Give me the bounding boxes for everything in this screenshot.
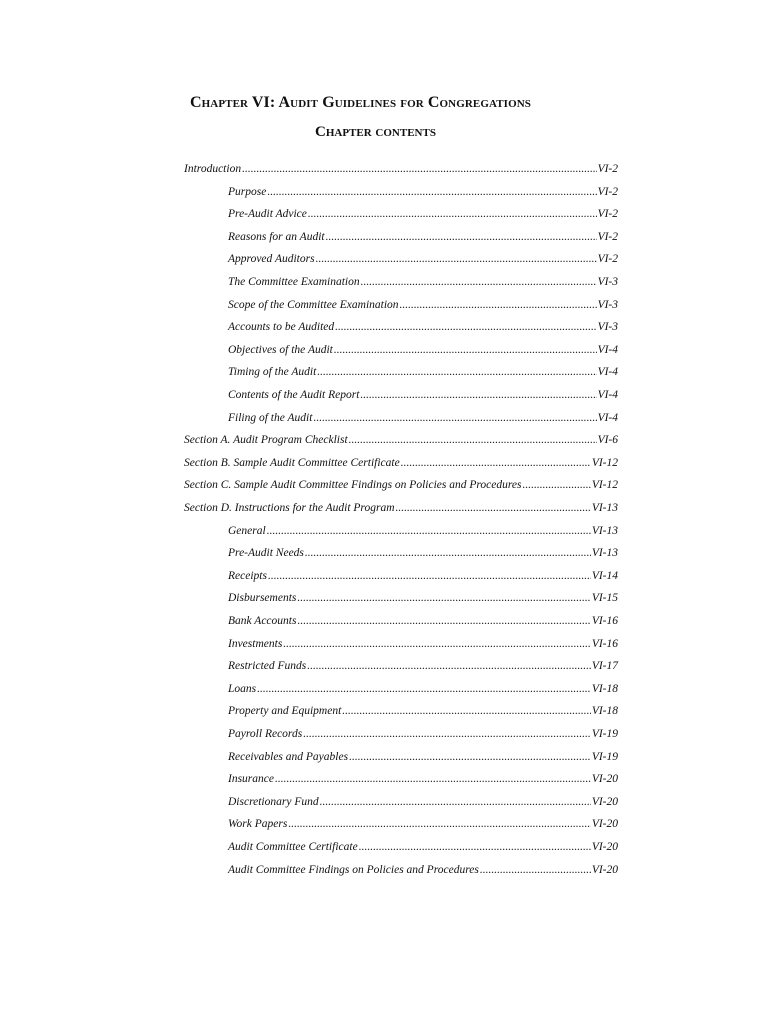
toc-dot-leader — [308, 207, 597, 221]
toc-entry-page: VI-2 — [597, 253, 618, 265]
toc-dot-leader — [297, 591, 590, 605]
toc-dot-leader — [305, 546, 591, 560]
toc-entry-page: VI-20 — [591, 818, 618, 830]
toc-entry-page: VI-4 — [597, 366, 618, 378]
toc-dot-leader — [361, 275, 597, 289]
toc-entry-label: Section D. Instructions for the Audit Program — [184, 502, 395, 514]
toc-entry[interactable] — [228, 840, 618, 854]
toc-entry-label: Receivables and Payables — [228, 751, 349, 763]
toc-entry[interactable] — [228, 524, 618, 538]
toc-entry-label: Audit Committee Findings on Policies and Procedures — [228, 864, 479, 876]
toc-entry-page: VI-18 — [591, 683, 618, 695]
toc-entry[interactable] — [228, 704, 618, 718]
chapter-title: Chapter VI: Audit Guidelines for Congregations — [190, 94, 531, 111]
toc-entry[interactable] — [184, 478, 618, 492]
toc-entry-label: Filing of the Audit — [228, 412, 313, 424]
toc-entry-label: Contents of the Audit Report — [228, 389, 360, 401]
toc-entry-page: VI-12 — [591, 457, 618, 469]
toc-entry[interactable] — [228, 320, 618, 334]
toc-entry-label: Property and Equipment — [228, 705, 342, 717]
toc-dot-leader — [242, 162, 596, 176]
toc-entry-label: Accounts to be Audited — [228, 321, 335, 333]
toc-dot-leader — [316, 252, 597, 266]
toc-entry[interactable] — [228, 569, 618, 583]
toc-entry-page: VI-2 — [597, 231, 618, 243]
toc-entry[interactable] — [228, 343, 618, 357]
toc-entry-page: VI-14 — [591, 570, 618, 582]
toc-entry-label: Insurance — [228, 773, 274, 785]
toc-entry-label: Introduction — [184, 163, 242, 175]
toc-entry[interactable] — [228, 365, 618, 379]
chapter-contents-heading: Chapter contents — [315, 124, 436, 140]
toc-entry-page: VI-4 — [597, 344, 618, 356]
toc-entry-label: Pre-Audit Needs — [228, 547, 304, 559]
toc-entry-page: VI-16 — [591, 615, 618, 627]
toc-entry-label: Section B. Sample Audit Committee Certificate — [184, 457, 400, 469]
toc-entry-page: VI-2 — [597, 163, 618, 175]
toc-entry[interactable] — [228, 546, 618, 560]
toc-entry[interactable] — [228, 750, 618, 764]
toc-entry-label: Pre-Audit Advice — [228, 208, 307, 220]
toc-dot-leader — [396, 501, 591, 515]
toc-dot-leader — [326, 230, 597, 244]
toc-entry-label: Reasons for an Audit — [228, 231, 325, 243]
toc-entry[interactable] — [228, 185, 618, 199]
toc-entry-page: VI-20 — [591, 773, 618, 785]
toc-dot-leader — [317, 365, 596, 379]
toc-entry-page: VI-12 — [591, 479, 618, 491]
toc-entry-page: VI-17 — [591, 660, 618, 672]
toc-entry[interactable] — [228, 637, 618, 651]
toc-dot-leader — [342, 704, 591, 718]
toc-entry[interactable] — [228, 772, 618, 786]
toc-entry[interactable] — [228, 230, 618, 244]
toc-dot-leader — [349, 433, 597, 447]
toc-entry-page: VI-4 — [597, 389, 618, 401]
toc-dot-leader — [307, 659, 591, 673]
toc-entry-page: VI-19 — [591, 728, 618, 740]
toc-dot-leader — [334, 343, 597, 357]
toc-entry[interactable] — [228, 388, 618, 402]
toc-entry-label: Restricted Funds — [228, 660, 307, 672]
toc-entry-label: Disbursements — [228, 592, 297, 604]
toc-entry[interactable] — [184, 433, 618, 447]
toc-entry-label: Discretionary Fund — [228, 796, 319, 808]
toc-entry[interactable] — [184, 162, 618, 176]
toc-entry-page: VI-15 — [591, 592, 618, 604]
toc-entry[interactable] — [228, 411, 618, 425]
toc-dot-leader — [360, 388, 596, 402]
toc-entry-page: VI-20 — [591, 796, 618, 808]
toc-dot-leader — [275, 772, 591, 786]
toc-dot-leader — [349, 750, 591, 764]
toc-entry-page: VI-19 — [591, 751, 618, 763]
toc-entry-page: VI-3 — [597, 299, 618, 311]
toc-entry-page: VI-2 — [597, 186, 618, 198]
toc-dot-leader — [268, 569, 591, 583]
toc-dot-leader — [480, 863, 591, 877]
toc-entry-page: VI-18 — [591, 705, 618, 717]
toc-entry-page: VI-13 — [591, 525, 618, 537]
toc-entry[interactable] — [228, 795, 618, 809]
toc-entry-page: VI-16 — [591, 638, 618, 650]
toc-entry-label: Approved Auditors — [228, 253, 315, 265]
toc-dot-leader — [359, 840, 591, 854]
toc-entry-label: Timing of the Audit — [228, 366, 317, 378]
toc-entry[interactable] — [184, 456, 618, 470]
toc-entry-page: VI-4 — [597, 412, 618, 424]
toc-entry-label: Section C. Sample Audit Committee Findings on Policies and Procedures — [184, 479, 522, 491]
toc-entry[interactable] — [228, 863, 618, 877]
toc-entry-label: General — [228, 525, 266, 537]
toc-entry-label: Work Papers — [228, 818, 288, 830]
toc-dot-leader — [313, 411, 596, 425]
toc-dot-leader — [303, 727, 591, 741]
toc-entry[interactable] — [228, 817, 618, 831]
toc-entry[interactable] — [228, 252, 618, 266]
toc-entry-page: VI-2 — [597, 208, 618, 220]
toc-entry-page: VI-3 — [597, 276, 618, 288]
toc-entry[interactable] — [228, 727, 618, 741]
toc-entry-label: Purpose — [228, 186, 267, 198]
toc-dot-leader — [283, 637, 591, 651]
toc-entry-label: Receipts — [228, 570, 267, 582]
toc-entry-label: Investments — [228, 638, 283, 650]
toc-entry-label: Payroll Records — [228, 728, 303, 740]
toc-entry[interactable] — [228, 591, 618, 605]
toc-entry-page: VI-3 — [597, 321, 618, 333]
toc-dot-leader — [267, 524, 591, 538]
toc-entry-page: VI-20 — [591, 841, 618, 853]
toc-dot-leader — [400, 298, 597, 312]
toc-entry-label: Loans — [228, 683, 257, 695]
toc-dot-leader — [288, 817, 591, 831]
toc-entry-page: VI-13 — [591, 547, 618, 559]
toc-entry-page: VI-6 — [597, 434, 618, 446]
toc-entry-label: The Committee Examination — [228, 276, 360, 288]
toc-entry-page: VI-20 — [591, 864, 618, 876]
toc-entry[interactable] — [184, 501, 618, 515]
toc-entry-label: Objectives of the Audit — [228, 344, 333, 356]
toc-entry[interactable] — [228, 614, 618, 628]
toc-dot-leader — [335, 320, 596, 334]
toc-entry-label: Bank Accounts — [228, 615, 297, 627]
toc-entry-page: VI-13 — [591, 502, 618, 514]
toc-dot-leader — [257, 682, 591, 696]
toc-dot-leader — [267, 185, 596, 199]
toc-entry[interactable] — [228, 298, 618, 312]
toc-dot-leader — [297, 614, 590, 628]
toc-dot-leader — [523, 478, 591, 492]
toc-entry[interactable] — [228, 682, 618, 696]
toc-dot-leader — [320, 795, 591, 809]
toc-entry-label: Scope of the Committee Examination — [228, 299, 399, 311]
toc-dot-leader — [401, 456, 591, 470]
toc-entry-label: Section A. Audit Program Checklist — [184, 434, 348, 446]
toc-entry-label: Audit Committee Certificate — [228, 841, 358, 853]
toc-entry[interactable] — [228, 275, 618, 289]
toc-entry[interactable] — [228, 659, 618, 673]
toc-entry[interactable] — [228, 207, 618, 221]
